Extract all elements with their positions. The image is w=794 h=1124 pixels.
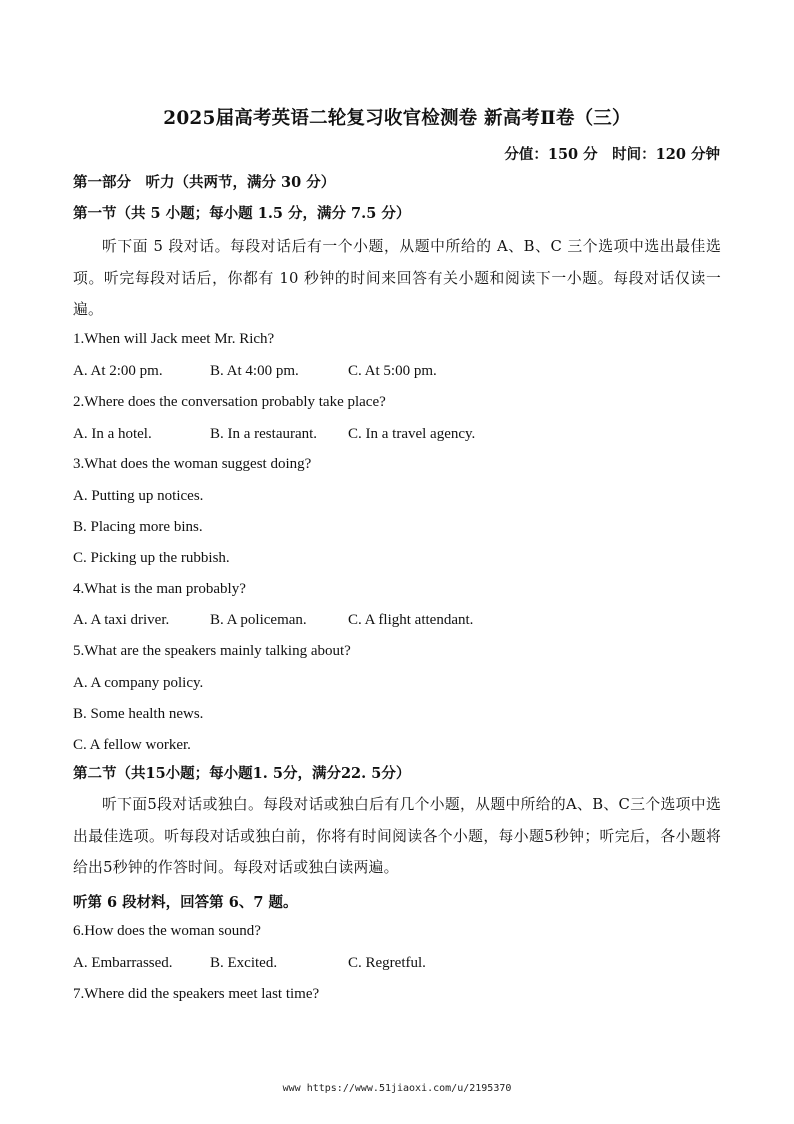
section2-heading: 第二节（共15小题；每小题1. 5分，满分22. 5分）	[73, 765, 411, 782]
question-5-option-b: B. Some health news.	[73, 706, 204, 722]
question-5-option-a: A. A company policy.	[73, 675, 204, 691]
question-5-option-c: C. A fellow worker.	[73, 737, 191, 753]
page-title: 2025届高考英语二轮复习收官检测卷 新高考Ⅱ卷（三）	[163, 108, 631, 129]
question-4-options	[73, 612, 721, 634]
option-b: B. Excited.	[210, 955, 278, 971]
question-3-option-c: C. Picking up the rubbish.	[73, 550, 230, 566]
option-a: A. A taxi driver.	[73, 612, 170, 628]
question-2: 2.Where does the conversation probably take place?	[73, 394, 386, 410]
question-4: 4.What is the man probably?	[73, 581, 246, 597]
option-a: A. At 2:00 pm.	[73, 363, 163, 379]
question-3-option-a: A. Putting up notices.	[73, 488, 204, 504]
option-b: B. At 4:00 pm.	[210, 363, 299, 379]
question-1-options	[73, 363, 721, 385]
section2-instructions: 听下面5段对话或独白。每段对话或独白后有几个小题，从题中所给的A、B、C三个选项中选出最佳选项。听每段对话或独白前，你将有时间阅读各个小题，每小题5秒钟；听完后，各小题将给出5秒钟的作答时间。每段对话或独白读两遍。	[73, 796, 721, 876]
material-6-heading: 听第 6 段材料，回答第 6、7 题。	[73, 894, 298, 911]
option-c: C. Regretful.	[348, 955, 426, 971]
part1-heading: 第一部分 听力（共两节，满分 30 分）	[73, 174, 336, 191]
question-1: 1.When will Jack meet Mr. Rich?	[73, 331, 275, 347]
option-b: B. In a restaurant.	[210, 426, 318, 442]
section1-heading: 第一节（共 5 小题；每小题 1.5 分，满分 7.5 分）	[73, 205, 411, 222]
question-6-options	[73, 955, 721, 977]
option-a: A. Embarrassed.	[73, 955, 173, 971]
question-2-options	[73, 426, 721, 448]
footer-watermark: www https://www.51jiaoxi.com/u/2195370	[282, 1083, 512, 1094]
option-c: C. In a travel agency.	[348, 426, 476, 442]
question-7: 7.Where did the speakers meet last time?	[73, 986, 320, 1002]
question-6: 6.How does the woman sound?	[73, 923, 261, 939]
section1-instructions: 听下面 5 段对话。每段对话后有一个小题，从题中所给的 A、B、C 三个选项中选出最佳选项。听完每段对话后，你都有 10 秒钟的时间来回答有关小题和阅读下一小题。每段对话仅读一遍。	[73, 238, 721, 318]
question-3-option-b: B. Placing more bins.	[73, 519, 203, 535]
question-5: 5.What are the speakers mainly talking about?	[73, 643, 351, 659]
score-time-info: 分值：150 分 时间：120 分钟	[504, 146, 720, 163]
option-a: A. In a hotel.	[73, 426, 152, 442]
option-c: C. At 5:00 pm.	[348, 363, 437, 379]
question-3: 3.What does the woman suggest doing?	[73, 456, 312, 472]
option-c: C. A flight attendant.	[348, 612, 474, 628]
option-b: B. A policeman.	[210, 612, 307, 628]
